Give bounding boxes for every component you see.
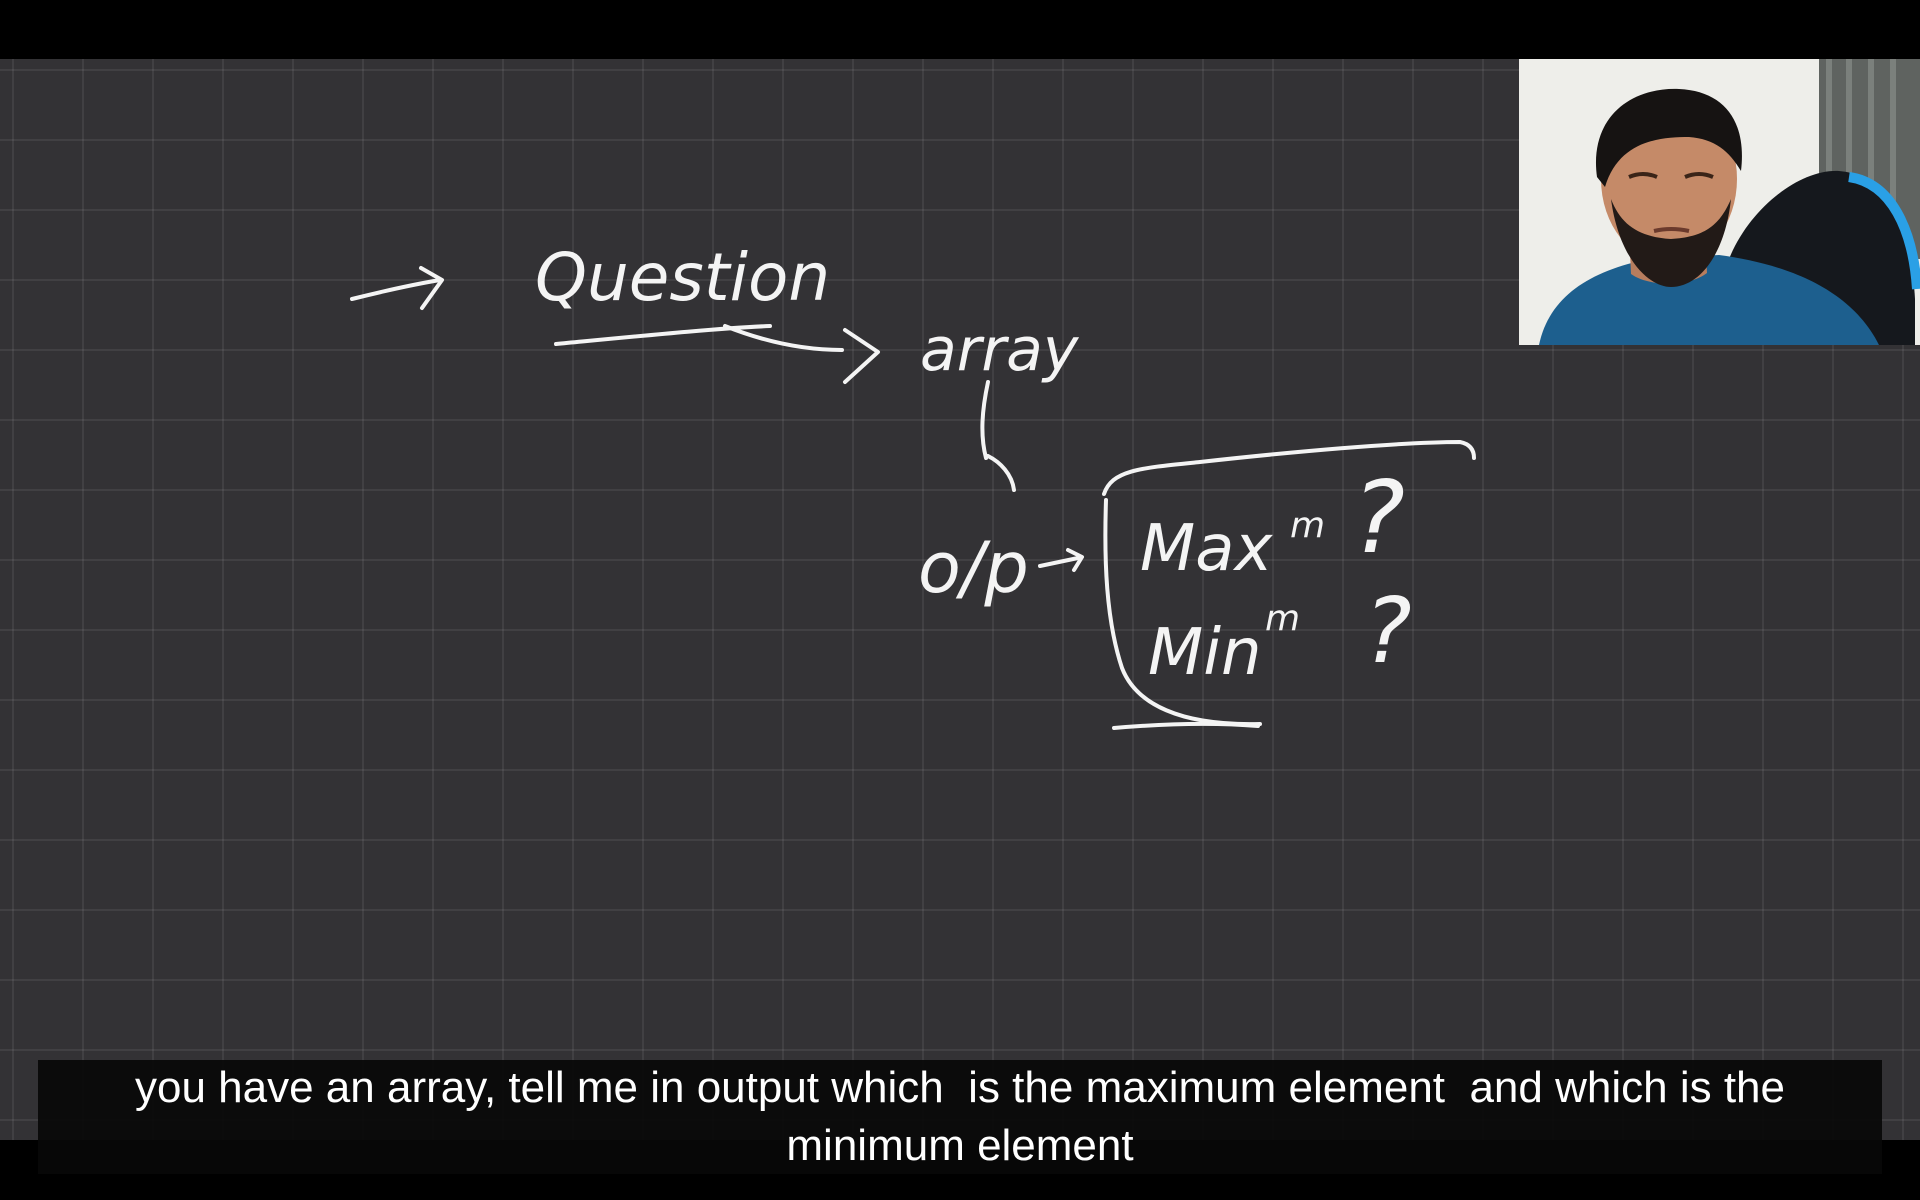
option-max-question: ?: [1352, 459, 1406, 576]
presenter-webcam: [1519, 59, 1920, 345]
output-arrow-icon: [1040, 550, 1082, 570]
connector-arrow-icon: [556, 326, 878, 382]
output-label: o/p: [918, 527, 1029, 609]
option-min-label: Min: [1148, 616, 1262, 690]
subtitle-line-2: minimum element: [786, 1121, 1134, 1170]
down-arrow-icon: [982, 382, 1014, 490]
option-max-label: Max: [1140, 512, 1273, 586]
bullet-arrow-icon: [352, 268, 442, 308]
subtitle-caption: [38, 1060, 1882, 1174]
option-min-superscript: m: [1265, 598, 1301, 639]
input-label-array: array: [920, 315, 1079, 385]
option-min-question: ?: [1364, 579, 1412, 684]
heading-question: Question: [535, 239, 831, 316]
subtitle-line-1: you have an array, tell me in output which is the maximum element and which is the: [135, 1063, 1785, 1112]
option-max-superscript: m: [1290, 505, 1326, 546]
